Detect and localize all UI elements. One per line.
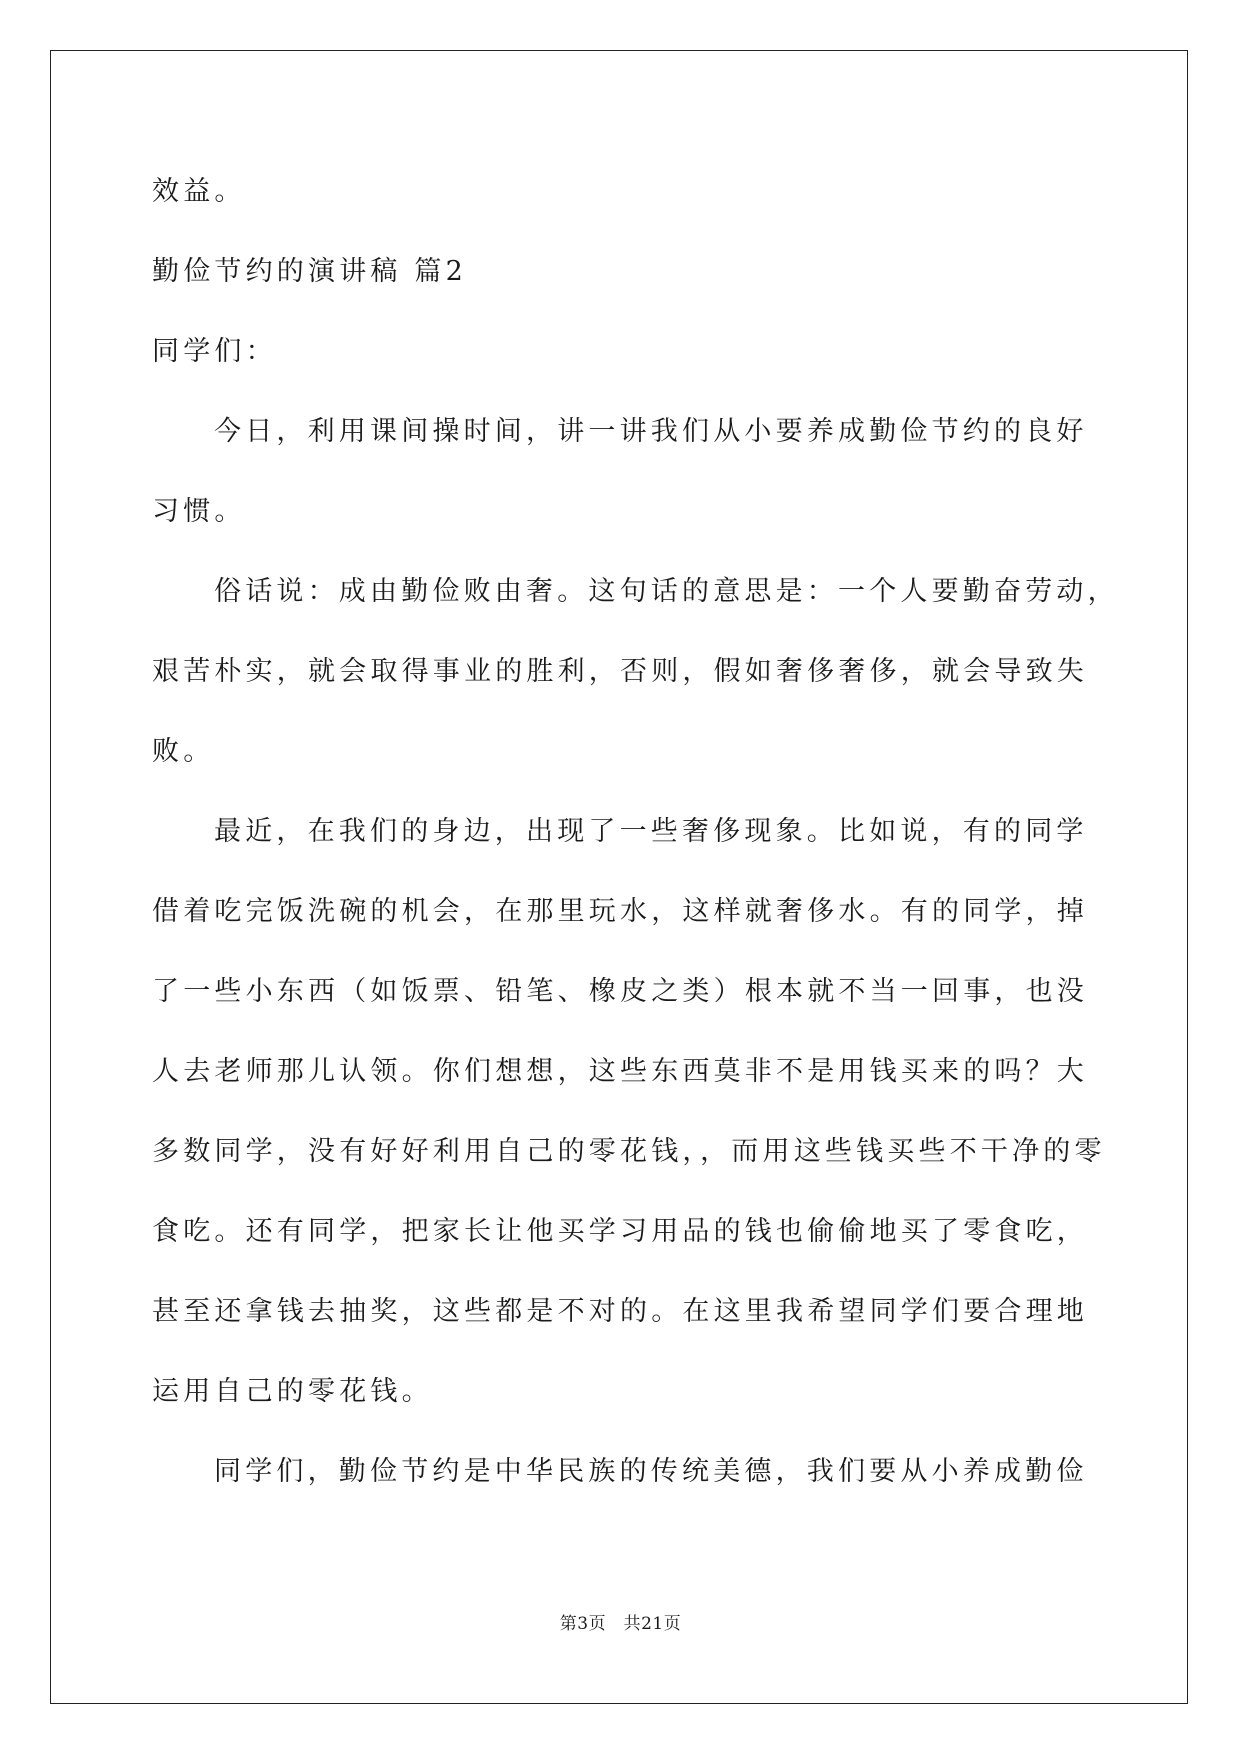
paragraph-line: 败。 [152, 736, 215, 767]
paragraph-line: 多数同学，没有好好利用自己的零花钱，，而用这些钱买些不干净的零 [152, 1136, 1106, 1167]
paragraph-line: 同学们，勤俭节约是中华民族的传统美德，我们要从小养成勤俭 [214, 1456, 1088, 1487]
paragraph-line: 了一些小东西（如饭票、铅笔、橡皮之类）根本就不当一回事，也没 [152, 976, 1088, 1007]
page-number: 第3页 共21页 [559, 1614, 682, 1634]
section-heading: 勤俭节约的演讲稿 篇2 [152, 256, 467, 287]
page-footer [0, 1616, 1241, 1633]
paragraph-line: 人去老师那儿认领。你们想想，这些东西莫非不是用钱买来的吗？大 [152, 1056, 1088, 1087]
paragraph-line: 俗话说：成由勤俭败由奢。这句话的意思是：一个人要勤奋劳动， [214, 576, 1119, 607]
paragraph-line: 今日，利用课间操时间，讲一讲我们从小要养成勤俭节约的良好 [214, 416, 1088, 447]
paragraph-line: 习惯。 [152, 496, 246, 527]
paragraph-line: 借着吃完饭洗碗的机会，在那里玩水，这样就奢侈水。有的同学，掉 [152, 896, 1088, 927]
paragraph-line: 甚至还拿钱去抽奖，这些都是不对的。在这里我希望同学们要合理地 [152, 1296, 1088, 1327]
paragraph-line: 食吃。还有同学，把家长让他买学习用品的钱也偷偷地买了零食吃， [152, 1216, 1088, 1247]
paragraph-line: 艰苦朴实，就会取得事业的胜利，否则，假如奢侈奢侈，就会导致失 [152, 656, 1088, 687]
paragraph-line: 最近，在我们的身边，出现了一些奢侈现象。比如说，有的同学 [214, 816, 1088, 847]
text-line: 效益。 [152, 176, 246, 207]
salutation: 同学们： [152, 336, 277, 367]
paragraph-line: 运用自己的零花钱。 [152, 1376, 433, 1407]
